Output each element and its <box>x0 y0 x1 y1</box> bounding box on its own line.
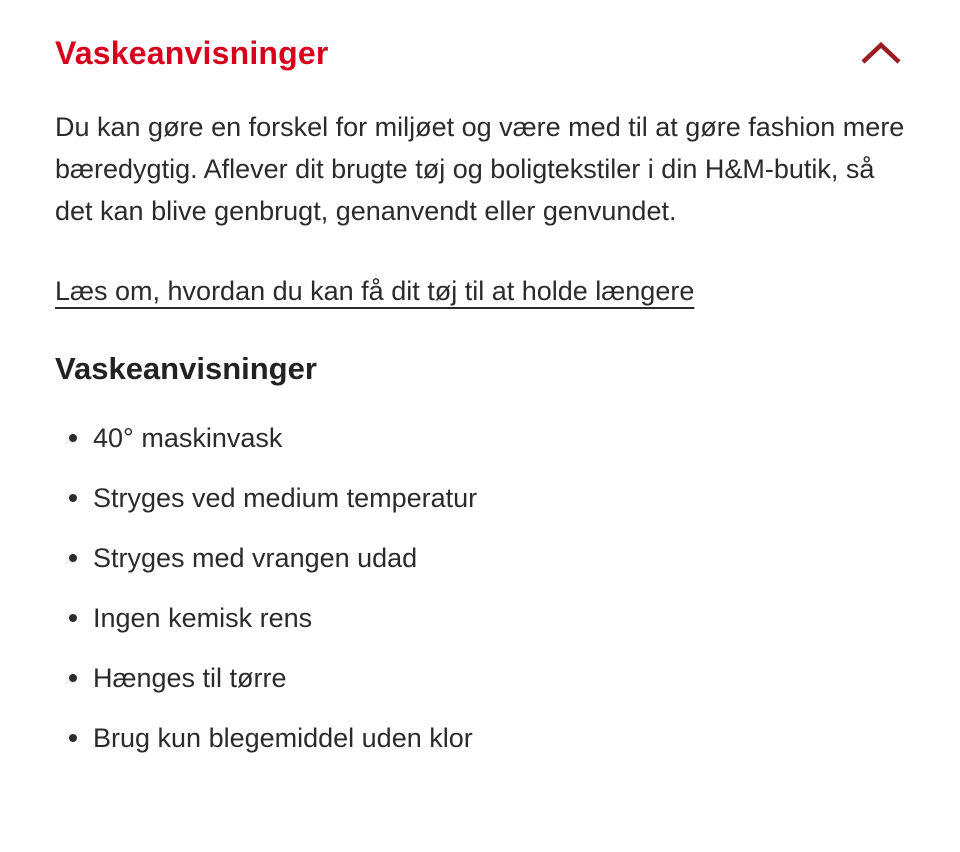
care-list-item: 40° maskinvask <box>55 421 905 455</box>
care-list-item: Brug kun blegemiddel uden klor <box>55 721 905 755</box>
care-list-item: Stryges med vrangen udad <box>55 541 905 575</box>
collapse-section-button[interactable] <box>857 40 905 66</box>
accordion-body <box>55 106 905 755</box>
care-list-subheading: Vaskeanvisninger <box>55 351 317 386</box>
garment-longevity-link[interactable]: Læs om, hvordan du kan få dit tøj til at holde længere <box>55 276 695 306</box>
care-list-item: Hænges til tørre <box>55 661 905 695</box>
accordion-title: Vaskeanvisninger <box>55 35 329 71</box>
care-list-item: Stryges ved medium temperatur <box>55 481 905 515</box>
care-list-item: Ingen kemisk rens <box>55 601 905 635</box>
care-instructions-list <box>55 421 905 755</box>
accordion-header-vaskeanvisninger[interactable] <box>55 34 905 72</box>
chevron-up-icon <box>859 40 903 66</box>
sustainability-paragraph: Du kan gøre en forskel for miljøet og være med til at gøre fashion mere bæredygtig. Aflever dit brugte tøj og boligtekstiler i din H&M-butik, så det kan blive genbrugt, genanvendt eller genvundet. <box>55 112 905 226</box>
